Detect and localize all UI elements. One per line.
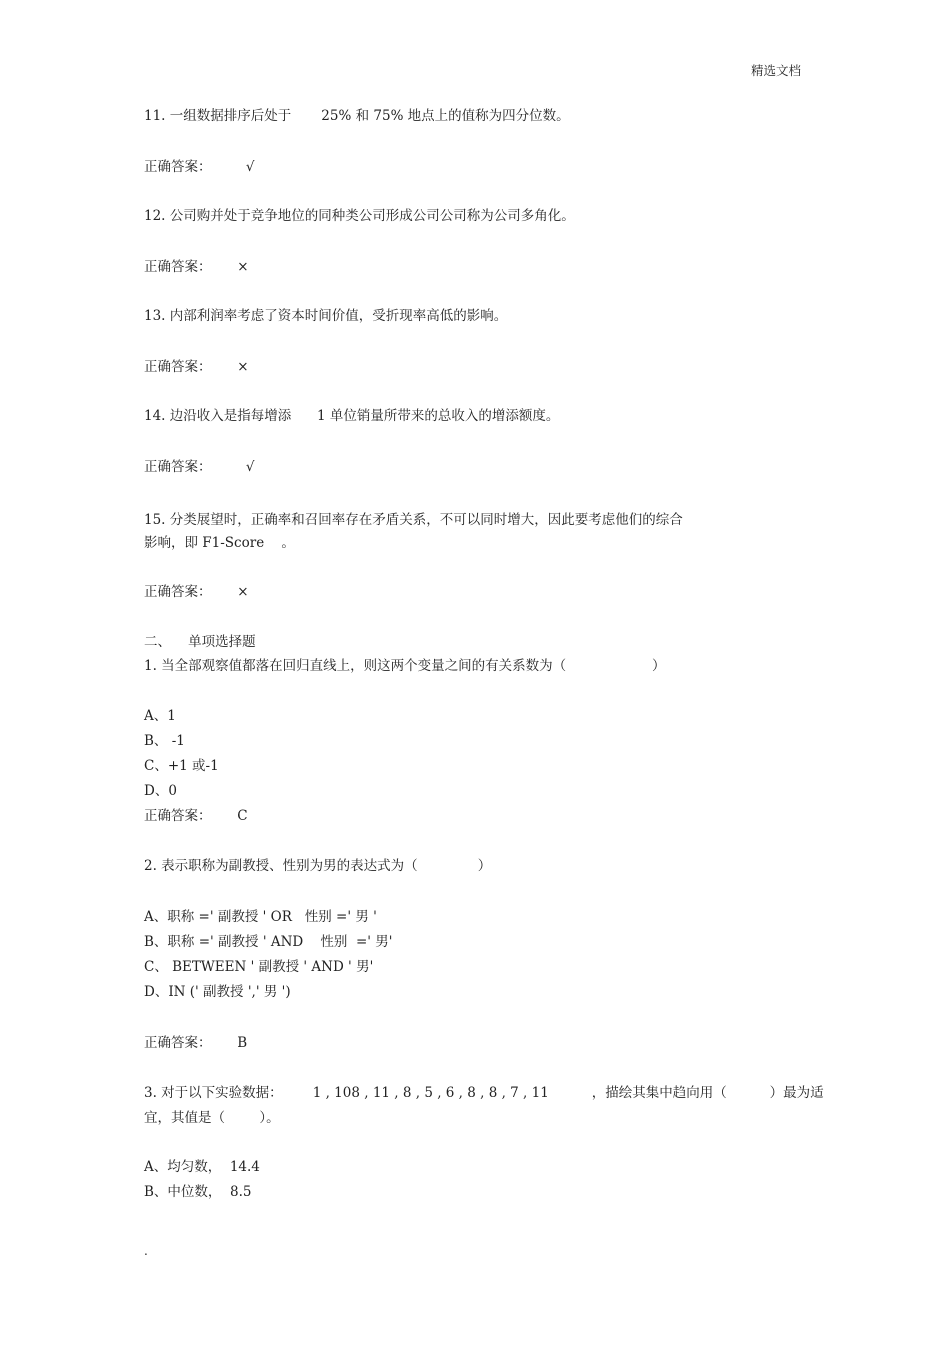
mc1-option-b: B、 -1 <box>144 733 185 749</box>
section-heading: 二、 单项选择题 <box>144 634 256 650</box>
question-13: 13. 内部利润率考虑了资本时间价值，受折现率高低的影响。 <box>144 308 508 324</box>
answer-14: 正确答案： √ <box>144 459 255 475</box>
answer-13: 正确答案： × <box>144 359 249 375</box>
page-header: 精选文档 <box>751 63 802 78</box>
mc-question-1: 1. 当全部观察值都落在回归直线上，则这两个变量之间的有关系数为（ ） <box>144 658 666 674</box>
page-footer-dot: . <box>144 1244 148 1258</box>
mc2-option-d: D、IN (' 副教授 ',' 男 ') <box>144 984 291 1000</box>
mc2-answer: 正确答案： B <box>144 1035 248 1051</box>
question-15-line-2: 影响，即 F1-Score 。 <box>144 535 295 551</box>
mc1-option-c: C、+1 或-1 <box>144 758 219 774</box>
mc3-option-b: B、中位数， 8.5 <box>144 1184 252 1200</box>
question-12: 12. 公司购并处于竞争地位的同种类公司形成公司公司称为公司多角化。 <box>144 208 575 224</box>
mc-question-2: 2. 表示职称为副教授、性别为男的表达式为（ ） <box>144 858 492 874</box>
mc2-option-b: B、职称 =' 副教授 ' AND 性别 =' 男' <box>144 934 393 950</box>
mc-question-3-line-1: 3. 对于以下实验数据： 1 , 108 , 11 , 8 , 5 , 6 , 8 , 8 , 7 , 11 ，描绘其集中趋向用（ ）最为适 <box>144 1085 824 1101</box>
mc1-option-d: D、0 <box>144 783 177 799</box>
mc2-option-c: C、 BETWEEN ' 副教授 ' AND ' 男' <box>144 959 374 975</box>
question-11: 11. 一组数据排序后处于 25% 和 75% 地点上的值称为四分位数。 <box>144 108 570 124</box>
mc1-option-a: A、1 <box>144 708 176 724</box>
question-15-line-1: 15. 分类展望时，正确率和召回率存在矛盾关系，不可以同时增大，因此要考虑他们的综合 <box>144 512 683 528</box>
mc1-answer: 正确答案： C <box>144 808 248 824</box>
answer-12: 正确答案： × <box>144 259 249 275</box>
mc2-option-a: A、职称 =' 副教授 ' OR 性别 =' 男 ' <box>144 909 377 925</box>
question-14: 14. 边沿收入是指每增添 1 单位销量所带来的总收入的增添额度。 <box>144 408 560 424</box>
mc3-option-a: A、均匀数， 14.4 <box>144 1159 260 1175</box>
mc-question-3-line-2: 宜，其值是（ ）。 <box>144 1110 280 1126</box>
answer-15: 正确答案： × <box>144 584 249 600</box>
answer-11: 正确答案： √ <box>144 159 255 175</box>
